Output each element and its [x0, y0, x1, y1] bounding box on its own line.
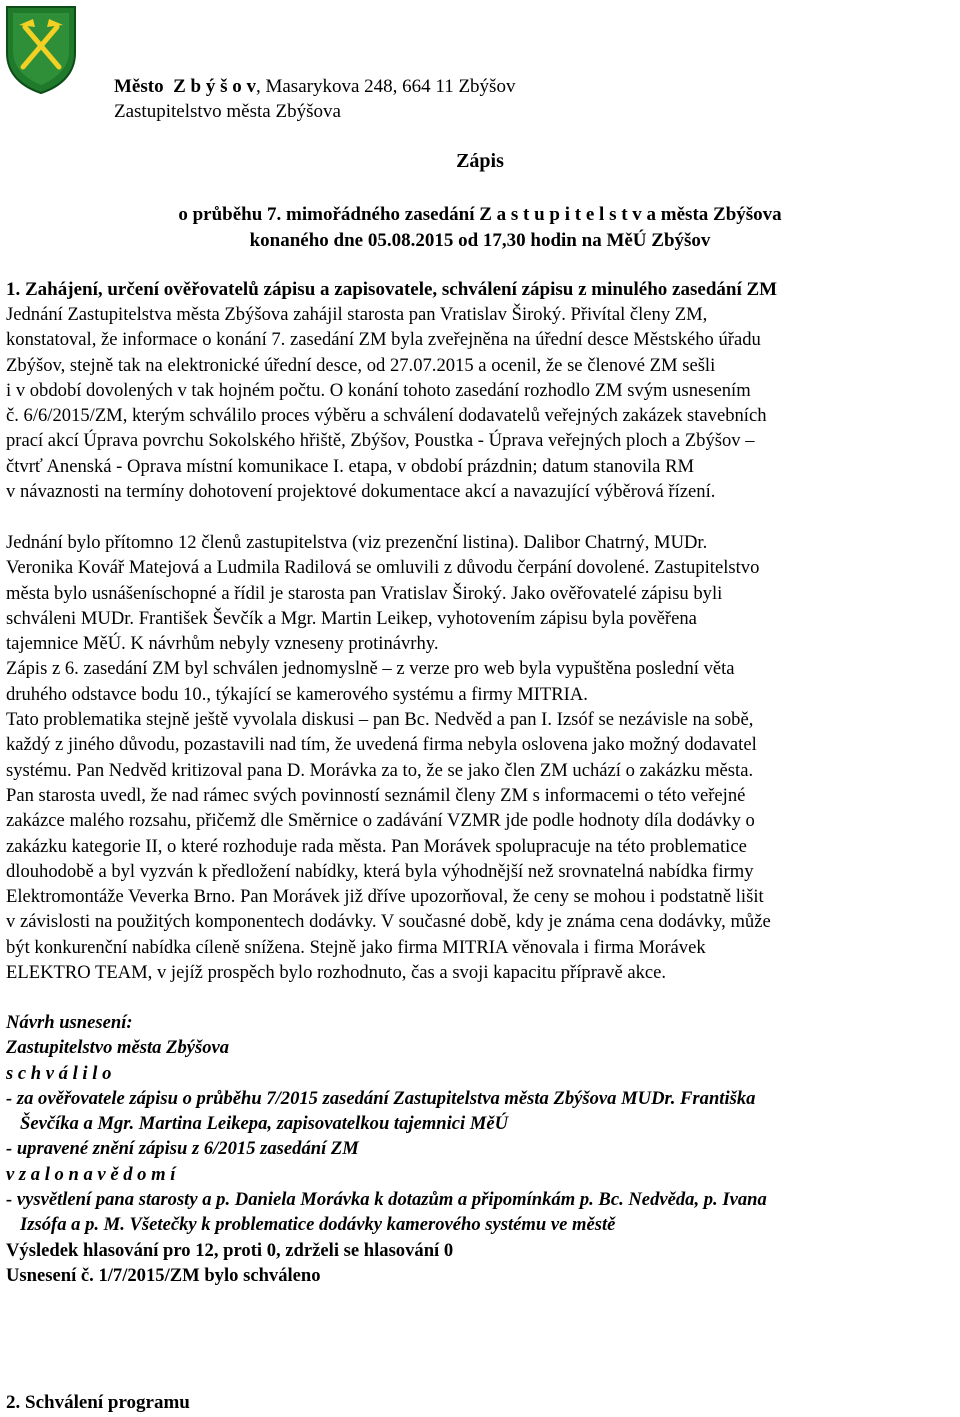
vote-result: Výsledek hlasování pro 12, proti 0, zdrželi se hlasování 0	[6, 1239, 454, 1261]
text-line: konstatoval, že informace o konání 7. zasedání ZM byla zveřejněna na úřední desce Městského úřadu	[6, 329, 761, 351]
text-line: Jednání Zastupitelstva města Zbýšova zahájil starosta pan Vratislav Široký. Přivítal členy ZM,	[6, 304, 708, 325]
resolution-block	[6, 1010, 958, 1288]
resolution-item-1: - za ověřovatele zápisu o průběhu 7/2015 zasedání Zastupitelstva města Zbýšova MUDr. Františka	[6, 1087, 756, 1109]
text-line: tajemnice MěÚ. K návrhům nebyly vzneseny protinávrhy.	[6, 633, 439, 655]
text-line: prací akcí Úprava povrchu Sokolského hřiště, Zbýšov, Poustka - Úprava veřejných ploch a Zbýšov –	[6, 430, 755, 452]
text-line: v závislosti na použitých komponentech dodávky. V současné době, kdy je známa cena dodávky, může	[6, 911, 771, 933]
text-line: Tato problematika stejně ještě vyvolala diskusi – pan Bc. Nedvěd a pan I. Izsóf se nezávisle na sobě,	[6, 709, 754, 731]
resolution-result: Usnesení č. 1/7/2015/ZM bylo schváleno	[6, 1264, 321, 1286]
text-line: Veronika Kovář Matejová a Ludmila Radilová se omluvili z důvodu čerpání dovolené. Zastupitelstvo	[6, 557, 760, 579]
text-line: ELEKTRO TEAM, v jejíž prospěch bylo rozhodnuto, čas a svoji kapacitu přípravě akce.	[6, 962, 667, 984]
town-crest-logo-icon	[5, 5, 77, 95]
text-line: města bylo usnášeníschopné a řídil je starosta pan Vratislav Široký. Jako ověřovatelé zápisu byli	[6, 582, 723, 604]
text-line: být konkurenční nabídka cíleně snížena. Stejně jako firma MITRIA věnovala i firma Morávek	[6, 936, 706, 958]
header-city-prefix: Město	[114, 76, 164, 97]
resolution-notes: v z a l o n a v ě d o m í	[6, 1163, 176, 1185]
text-line: Zápis z 6. zasedání ZM byl schválen jednomyslně – z verze pro web byla vypuštěna poslední věta	[6, 658, 735, 680]
section-1-paragraph-2	[6, 530, 958, 985]
text-line: i v období dovolených v tak hojném počtu. O konání tohoto zasedání rozhodlo ZM svým usnesením	[6, 379, 751, 401]
resolution-label: Návrh usnesení:	[6, 1012, 133, 1033]
text-line: č. 6/6/2015/ZM, kterým schválilo proces výběru a schválení dodavatelů veřejných zakázek stavebních	[6, 405, 767, 427]
resolution-item-2: - upravené znění zápisu z 6/2015 zasedání ZM	[6, 1138, 359, 1160]
document-title: Zápis	[456, 150, 504, 172]
subtitle-line-2: konaného dne 05.08.2015 od 17,30 hodin na MěÚ Zbýšov	[249, 230, 711, 251]
text-line: Elektromontáže Veverka Brno. Pan Morávek již dříve upozorňoval, že ceny se mohou i podstatně lišit	[6, 886, 764, 908]
section-2-heading: 2. Schválení programu	[6, 1392, 190, 1413]
text-line: zakázku kategorie II, o které rozhoduje rada města. Pan Morávek spolupracuje na této problematice	[6, 835, 747, 857]
header-address-rest: , Masarykova 248, 664 11 Zbýšov	[255, 76, 516, 97]
header-address	[114, 75, 515, 99]
resolution-item-1-cont: Ševčíka a Mgr. Martina Leikepa, zapisovatelkou tajemnici MěÚ	[20, 1113, 509, 1135]
text-line: v návaznosti na termíny dohotovení projektové dokumentace akcí a navazující výběrová řízení.	[6, 481, 716, 503]
text-line: schváleni MUDr. František Ševčík a Mgr. Martin Leikep, vyhotovením zápisu byla pověřena	[6, 607, 697, 629]
resolution-item-3-cont: Izsófa a p. M. Všetečky k problematice dodávky kamerového systému ve městě	[20, 1214, 616, 1236]
header-council: Zastupitelstvo města Zbýšova	[114, 101, 341, 122]
text-line: dlouhodobě a byl vyzván k předložení nabídky, která byla výhodnější než srovnatelná nabídka firmy	[6, 860, 754, 882]
text-line: Pan starosta uvedl, že nad rámec svých povinností seznámil členy ZM s informacemi o této veřejné	[6, 784, 746, 806]
resolution-approves: s c h v á l i l o	[6, 1062, 112, 1084]
resolution-body: Zastupitelstvo města Zbýšova	[6, 1037, 230, 1059]
text-line: Zbýšov, stejně tak na elektronické úřední desce, od 27.07.2015 a ocenil, že se členové ZM sešli	[6, 354, 716, 376]
text-line: zakázce malého rozsahu, přičemž dle Směrnice o zadávání VZMR jde podle hodnoty díla dodávky o	[6, 810, 755, 832]
text-line: Jednání bylo přítomno 12 členů zastupitelstva (viz prezenční listina). Dalibor Chatrný, MUDr.	[6, 532, 708, 553]
subtitle-line-1: o průběhu 7. mimořádného zasedání Z a s t u p i t e l s t v a města Zbýšova	[178, 204, 782, 225]
text-line: druhého odstavce bodu 10., týkající se kamerového systému a firmy MITRIA.	[6, 683, 588, 705]
text-line: každý z jiného důvodu, pozastavili nad tím, že uvedená firma nebyla oslovena jako možný dodavatel	[6, 734, 757, 756]
header-city-name: Z b ý š o v	[173, 76, 256, 97]
text-line: čtvrť Anenská - Oprava místní komunikace I. etapa, v období prázdnin; datum stanovila RM	[6, 455, 695, 477]
text-line: systému. Pan Nedvěd kritizoval pana D. Morávka za to, že se jako člen ZM uchází o zakázku města.	[6, 759, 754, 781]
section-1-heading: 1. Zahájení, určení ověřovatelů zápisu a zapisovatele, schválení zápisu z minulého zasedání ZM	[6, 279, 778, 300]
section-1-paragraph-1	[6, 302, 958, 504]
resolution-item-3: - vysvětlení pana starosty a p. Daniela Morávka k dotazům a připomínkám p. Bc. Nedvěda, p. Ivana	[6, 1189, 767, 1211]
